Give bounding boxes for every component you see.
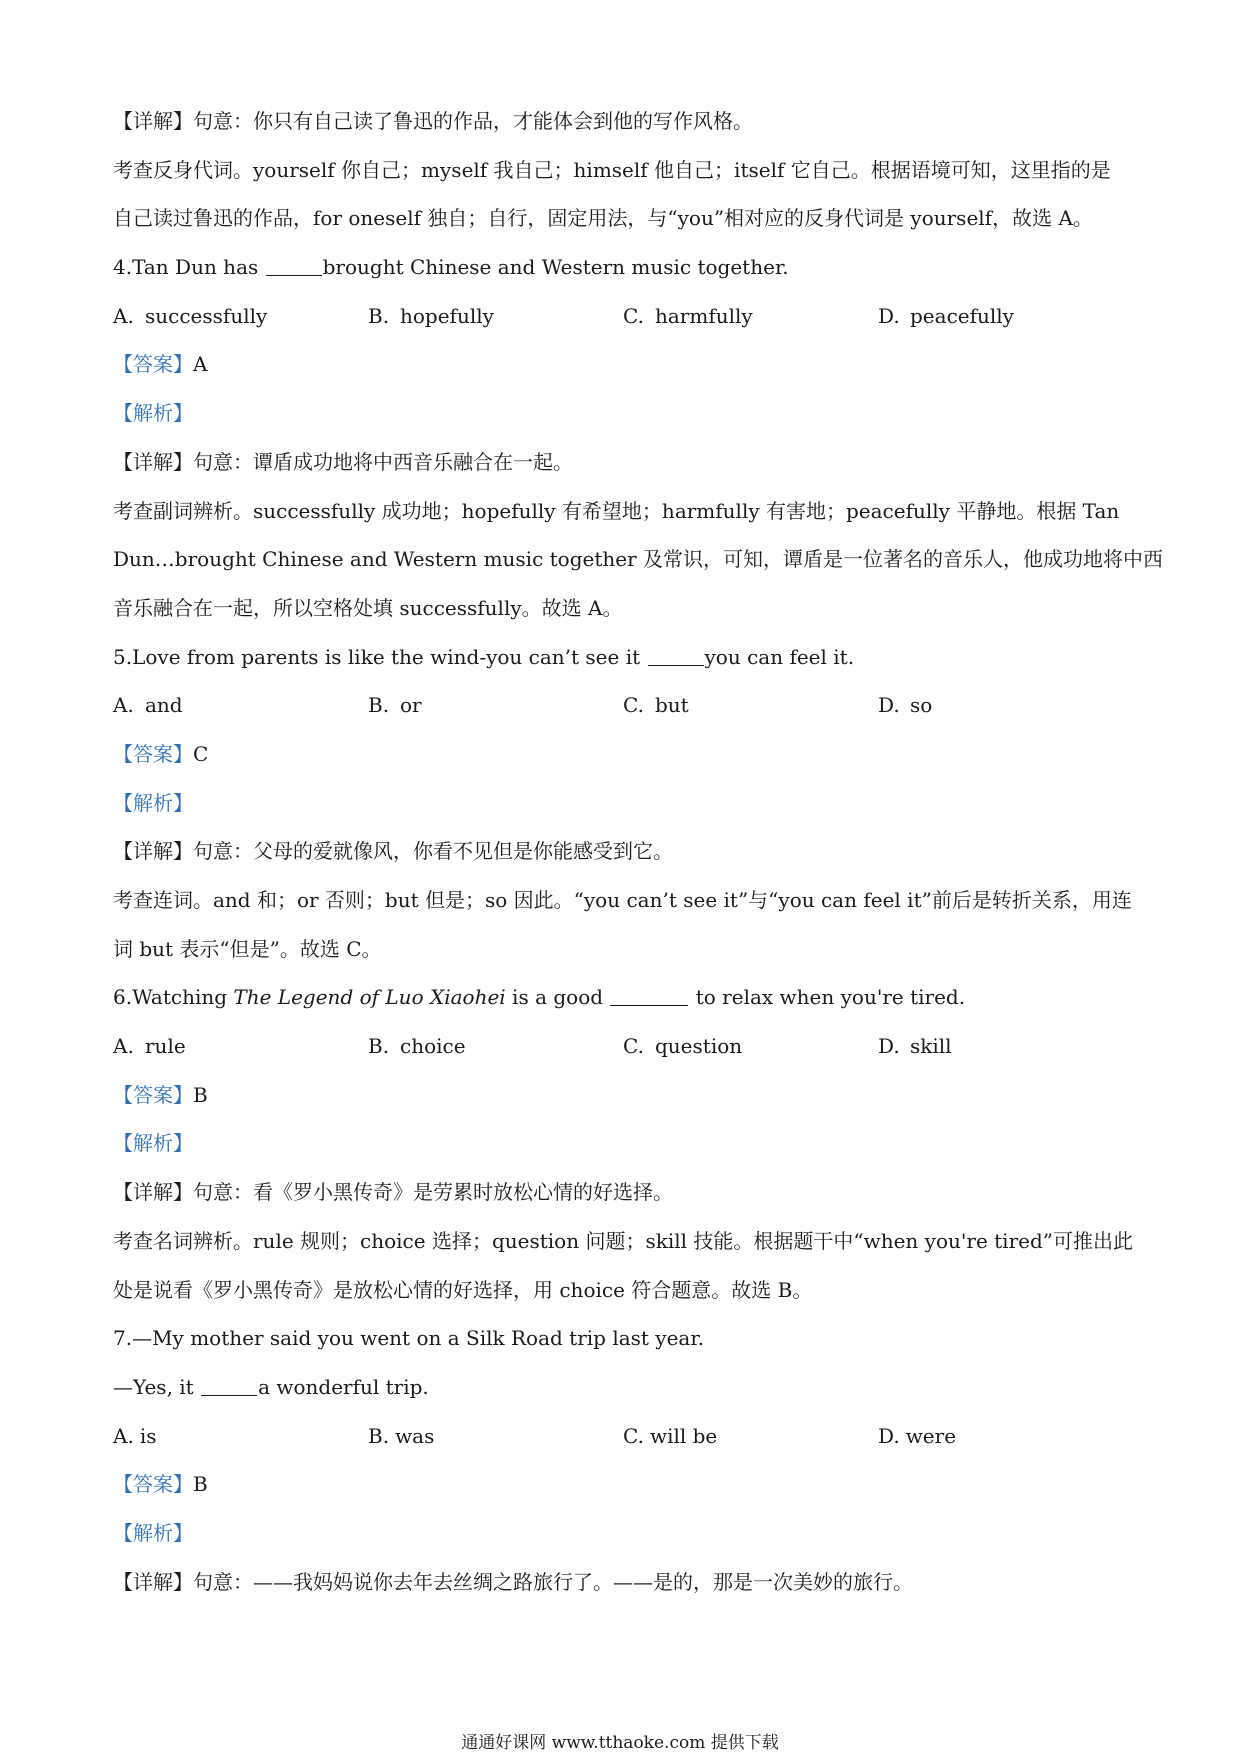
question-stem bbox=[113, 973, 1133, 1022]
option-b bbox=[368, 681, 623, 730]
option-letter: C. bbox=[623, 1034, 644, 1059]
text-line bbox=[113, 194, 1133, 243]
option-d bbox=[878, 1022, 1133, 1071]
text: 考查反身代词。yourself 你自己；myself 我自己；himself 他自己；itself 它自己。根据语境可知，这里指的是 bbox=[113, 157, 1111, 182]
option-letter: A. bbox=[113, 303, 134, 328]
answer-line bbox=[113, 1071, 1133, 1120]
explanation-text: 句意：看《罗小黑传奇》是劳累时放松心情的好选择。 bbox=[193, 1180, 673, 1205]
explanation-line bbox=[113, 438, 1133, 487]
text: 处是说看《罗小黑传奇》是放松心情的好选择，用 choice 符合题意。故选 B。 bbox=[113, 1277, 813, 1302]
answer-blank bbox=[648, 645, 704, 666]
answer-line bbox=[113, 730, 1133, 779]
option-c bbox=[623, 1022, 878, 1071]
option-text: peacefully bbox=[910, 303, 1014, 328]
explanation-line bbox=[113, 1168, 1133, 1217]
analysis-label bbox=[113, 779, 1133, 828]
option-c bbox=[623, 292, 878, 341]
answer-options bbox=[113, 1022, 1133, 1071]
option-letter: B. bbox=[368, 1034, 390, 1059]
text-line bbox=[113, 1217, 1133, 1266]
title-italic: The Legend of Luo Xiaohei bbox=[233, 985, 506, 1010]
option-text: skill bbox=[910, 1034, 952, 1059]
option-letter: A. bbox=[113, 693, 134, 718]
option-letter: D. bbox=[878, 1034, 900, 1059]
question-text: is a good bbox=[505, 985, 610, 1010]
answer-line bbox=[113, 340, 1133, 389]
text-line bbox=[113, 1314, 1133, 1363]
analysis-label-text: 【解析】 bbox=[113, 401, 193, 426]
option-text: choice bbox=[400, 1034, 466, 1059]
question-text: you can feel it. bbox=[704, 644, 855, 669]
section-label: 【详解】 bbox=[113, 449, 193, 474]
answer-blank bbox=[201, 1375, 257, 1396]
section-label: 【详解】 bbox=[113, 109, 193, 133]
option-letter: C. bbox=[623, 693, 644, 718]
question-stem bbox=[113, 633, 1133, 682]
explanation-text: 句意：——我妈妈说你去年去丝绸之路旅行了。——是的，那是一次美妙的旅行。 bbox=[193, 1569, 913, 1594]
text: 自己读过鲁迅的作品，for oneself 独自；自行，固定用法，与“you”相对应的反身代词是 yourself，故选 A。 bbox=[113, 206, 1093, 231]
option-d bbox=[878, 1412, 1133, 1461]
option-text: was bbox=[395, 1423, 435, 1448]
option-text: hopefully bbox=[400, 303, 494, 328]
option-letter: A. bbox=[113, 1423, 134, 1448]
text-line bbox=[113, 925, 1133, 974]
option-letter: B. bbox=[368, 1423, 390, 1448]
explanation-line bbox=[113, 97, 1133, 146]
text: 考查副词辨析。successfully 成功地；hopefully 有希望地；harmfully 有害地；peacefully 平静地。根据 Tan bbox=[113, 498, 1120, 523]
analysis-label-text: 【解析】 bbox=[113, 1131, 193, 1156]
question-text: 5.Love from parents is like the wind-you can’t see it bbox=[113, 644, 647, 669]
option-letter: C. bbox=[623, 1423, 644, 1448]
analysis-label-text: 【解析】 bbox=[113, 790, 193, 815]
section-label: 【详解】 bbox=[113, 1180, 193, 1205]
option-text: rule bbox=[145, 1034, 186, 1059]
text-line bbox=[113, 584, 1133, 633]
text: 词 but 表示“但是”。故选 C。 bbox=[113, 936, 382, 961]
answer-value: B bbox=[193, 1472, 208, 1497]
option-letter: B. bbox=[368, 303, 390, 328]
option-a bbox=[113, 1022, 368, 1071]
answer-value: C bbox=[193, 741, 209, 766]
answer-value: B bbox=[193, 1082, 208, 1107]
answer-label: 【答案】 bbox=[113, 352, 193, 377]
option-d bbox=[878, 292, 1133, 341]
text: 考查名词辨析。rule 规则；choice 选择；question 问题；skill 技能。根据题干中“when you're tired”可推出此 bbox=[113, 1228, 1133, 1253]
answer-options bbox=[113, 292, 1133, 341]
question-text: a wonderful trip. bbox=[258, 1374, 429, 1399]
explanation-line bbox=[113, 827, 1133, 876]
option-letter: C. bbox=[623, 303, 644, 328]
answer-label: 【答案】 bbox=[113, 1472, 193, 1497]
option-text: and bbox=[145, 693, 183, 718]
question-text: to relax when you're tired. bbox=[689, 985, 966, 1010]
text-line bbox=[113, 487, 1133, 536]
text-line bbox=[113, 535, 1164, 584]
text-line bbox=[113, 876, 1133, 925]
explanation-text: 句意：谭盾成功地将中西音乐融合在一起。 bbox=[193, 449, 573, 474]
option-a bbox=[113, 292, 368, 341]
analysis-label-text: 【解析】 bbox=[113, 1520, 193, 1545]
option-b bbox=[368, 1022, 623, 1071]
text: Dun…brought Chinese and Western music together 及常识，可知，谭盾是一位著名的音乐人，他成功地将中西 bbox=[113, 547, 1164, 572]
text: 音乐融合在一起，所以空格处填 successfully。故选 A。 bbox=[113, 595, 623, 620]
option-letter: B. bbox=[368, 693, 390, 718]
question-stem bbox=[113, 243, 1133, 292]
question-text: 4.Tan Dun has bbox=[113, 255, 265, 280]
answer-options bbox=[113, 1412, 1133, 1461]
text-line bbox=[113, 146, 1133, 195]
option-text: question bbox=[655, 1034, 743, 1059]
text: 考查连词。and 和；or 否则；but 但是；so 因此。“you can’t see it”与“you can feel it”前后是转折关系，用连 bbox=[113, 888, 1132, 912]
question-stem bbox=[113, 1363, 1133, 1412]
option-c bbox=[623, 681, 878, 730]
option-letter: D. bbox=[878, 1423, 900, 1448]
option-text: but bbox=[655, 693, 689, 718]
answer-value: A bbox=[193, 352, 208, 377]
option-text: is bbox=[139, 1423, 157, 1448]
option-letter: D. bbox=[878, 693, 900, 718]
option-b bbox=[368, 1412, 623, 1461]
analysis-label bbox=[113, 1119, 1133, 1168]
page-footer: 通通好课网 www.tthaoke.com 提供下载 bbox=[461, 1733, 779, 1753]
explanation-text: 句意：父母的爱就像风，你看不见但是你能感受到它。 bbox=[193, 839, 673, 864]
option-text: will be bbox=[649, 1423, 718, 1448]
option-letter: D. bbox=[878, 303, 900, 328]
analysis-label bbox=[113, 1509, 1133, 1558]
answer-line bbox=[113, 1460, 1133, 1509]
option-d bbox=[878, 681, 1133, 730]
option-letter: A. bbox=[113, 1034, 134, 1059]
answer-label: 【答案】 bbox=[113, 741, 193, 766]
document-page bbox=[113, 97, 1164, 1606]
option-b bbox=[368, 292, 623, 341]
section-label: 【详解】 bbox=[113, 839, 193, 864]
analysis-label bbox=[113, 389, 1133, 438]
answer-options bbox=[113, 681, 1133, 730]
option-text: harmfully bbox=[655, 303, 753, 328]
option-a bbox=[113, 681, 368, 730]
section-label: 【详解】 bbox=[113, 1569, 193, 1594]
option-text: so bbox=[910, 693, 933, 718]
answer-blank bbox=[266, 255, 322, 276]
text-line bbox=[113, 1266, 1133, 1315]
option-a bbox=[113, 1412, 368, 1461]
option-c bbox=[623, 1412, 878, 1461]
answer-label: 【答案】 bbox=[113, 1082, 193, 1107]
text: 7.—My mother said you went on a Silk Road trip last year. bbox=[113, 1326, 705, 1351]
explanation-line bbox=[113, 1558, 1133, 1607]
question-text: —Yes, it bbox=[113, 1374, 201, 1399]
question-text: brought Chinese and Western music together. bbox=[322, 255, 789, 280]
question-text: 6.Watching bbox=[113, 985, 234, 1010]
answer-blank bbox=[610, 985, 688, 1006]
option-text: successfully bbox=[145, 303, 268, 328]
explanation-text: 句意：你只有自己读了鲁迅的作品，才能体会到他的写作风格。 bbox=[193, 109, 753, 133]
option-text: were bbox=[905, 1423, 957, 1448]
option-text: or bbox=[400, 693, 422, 718]
